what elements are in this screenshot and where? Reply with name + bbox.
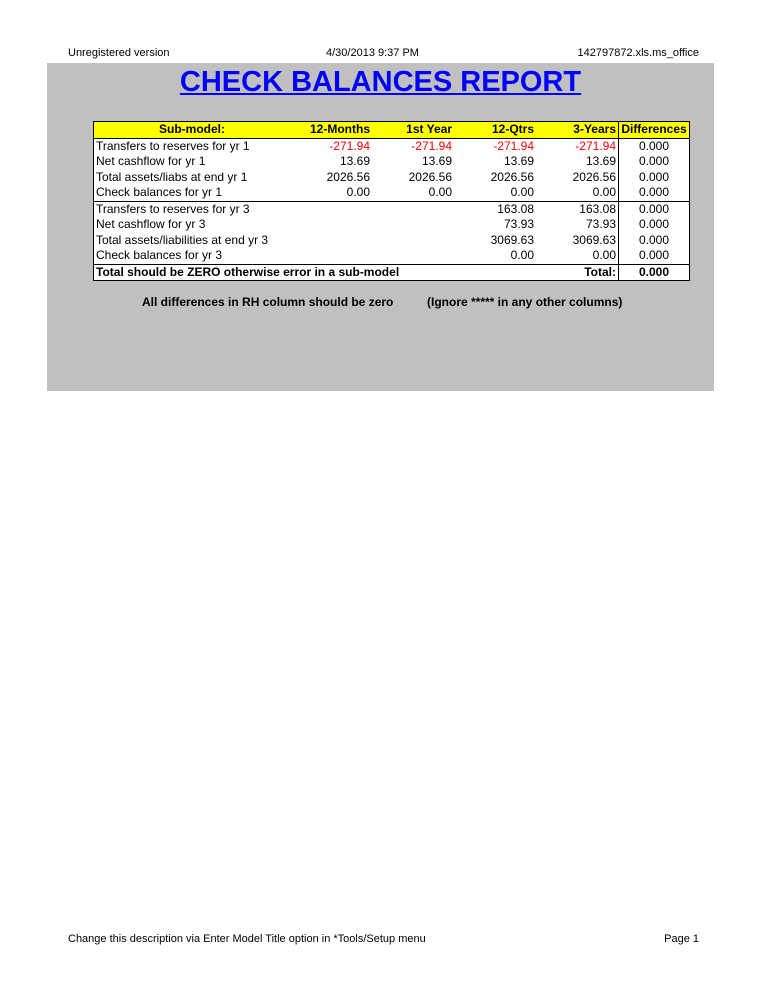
cell-3-years: 0.00 <box>592 248 616 263</box>
total-row <box>94 264 690 281</box>
row-label: Total assets/liabilities at end yr 3 <box>96 232 269 247</box>
col-header-12-months: 12-Months <box>290 122 372 139</box>
cell-difference: 0.000 <box>619 170 690 186</box>
row-label: Check balances for yr 3 <box>96 248 223 263</box>
cell-12-months: 2026.56 <box>326 169 370 184</box>
col-header-submodel: Sub-model: <box>94 122 291 139</box>
cell-3-years: -271.94 <box>575 138 616 153</box>
table-row <box>94 248 690 264</box>
cell-difference: 0.000 <box>619 217 690 233</box>
row-label: Transfers to reserves for yr 3 <box>94 201 291 217</box>
row-label: Total assets/liabs at end yr 1 <box>96 169 248 184</box>
cell-3-years: 2026.56 <box>572 169 616 184</box>
col-header-3-years: 3-Years <box>536 122 619 139</box>
cell-3-years: 3069.63 <box>572 232 616 247</box>
col-header-1st-year: 1st Year <box>372 122 454 139</box>
col-header-12-qtrs: 12-Qtrs <box>454 122 536 139</box>
cell-1st-year <box>372 217 454 233</box>
cell-12-months <box>290 217 372 233</box>
cell-12-qtrs: 0.00 <box>510 248 534 263</box>
report-panel <box>47 63 714 391</box>
total-caption: Total: <box>536 264 619 281</box>
cell-12-months <box>290 201 372 217</box>
cell-3-years: 163.08 <box>536 201 619 217</box>
cell-1st-year <box>372 201 454 217</box>
cell-12-qtrs: 3069.63 <box>490 232 534 247</box>
cell-1st-year <box>372 233 454 249</box>
table-row <box>94 154 690 170</box>
row-label: Net cashflow for yr 1 <box>96 154 206 169</box>
check-balances-table <box>93 121 690 281</box>
total-label: Total should be ZERO otherwise error in a sub-model <box>94 264 537 281</box>
cell-3-years: 13.69 <box>585 154 616 169</box>
cell-12-qtrs: 163.08 <box>454 201 536 217</box>
total-value: 0.000 <box>619 264 690 281</box>
cell-12-months: 0.00 <box>346 185 370 200</box>
table-row <box>94 185 690 201</box>
footer-page-number: Page 1 <box>664 933 699 945</box>
header-filename: 142797872.xls.ms_office <box>577 47 699 59</box>
table-row <box>94 233 690 249</box>
cell-difference: 0.000 <box>619 248 690 264</box>
cell-12-months: 13.69 <box>339 154 370 169</box>
cell-difference: 0.000 <box>619 233 690 249</box>
cell-1st-year <box>372 248 454 264</box>
cell-3-years: 73.93 <box>585 217 616 232</box>
table-row <box>94 138 690 154</box>
cell-12-months <box>290 233 372 249</box>
cell-12-qtrs: 0.00 <box>510 185 534 200</box>
cell-difference: 0.000 <box>619 138 690 154</box>
cell-3-years: 0.00 <box>592 185 616 200</box>
cell-1st-year: 0.00 <box>428 185 452 200</box>
col-header-differences: Differences <box>619 122 690 139</box>
cell-12-qtrs: 13.69 <box>503 154 534 169</box>
cell-12-months <box>290 248 372 264</box>
cell-1st-year: -271.94 <box>411 138 452 153</box>
cell-1st-year: 2026.56 <box>408 169 452 184</box>
table-row <box>94 201 690 217</box>
cell-12-qtrs: -271.94 <box>493 138 534 153</box>
cell-difference: 0.000 <box>619 185 690 201</box>
table-header-row <box>94 122 690 139</box>
footer-description: Change this description via Enter Model Title option in *Tools/Setup menu <box>68 933 426 945</box>
cell-1st-year: 13.69 <box>421 154 452 169</box>
cell-12-qtrs: 73.93 <box>503 217 534 232</box>
note-ignore: (Ignore ***** in any other columns) <box>427 295 623 309</box>
table-row <box>94 217 690 233</box>
note-differences: All differences in RH column should be zero <box>142 295 394 309</box>
cell-12-qtrs: 2026.56 <box>490 169 534 184</box>
report-title: CHECK BALANCES REPORT <box>179 66 582 98</box>
row-label: Check balances for yr 1 <box>96 185 223 200</box>
header-version: Unregistered version <box>68 47 170 59</box>
cell-difference: 0.000 <box>619 201 690 217</box>
table-row <box>94 170 690 186</box>
cell-12-months: -271.94 <box>329 138 370 153</box>
header-datetime: 4/30/2013 9:37 PM <box>326 47 419 59</box>
cell-difference: 0.000 <box>619 154 690 170</box>
row-label: Transfers to reserves for yr 1 <box>96 138 250 153</box>
row-label: Net cashflow for yr 3 <box>96 217 206 232</box>
